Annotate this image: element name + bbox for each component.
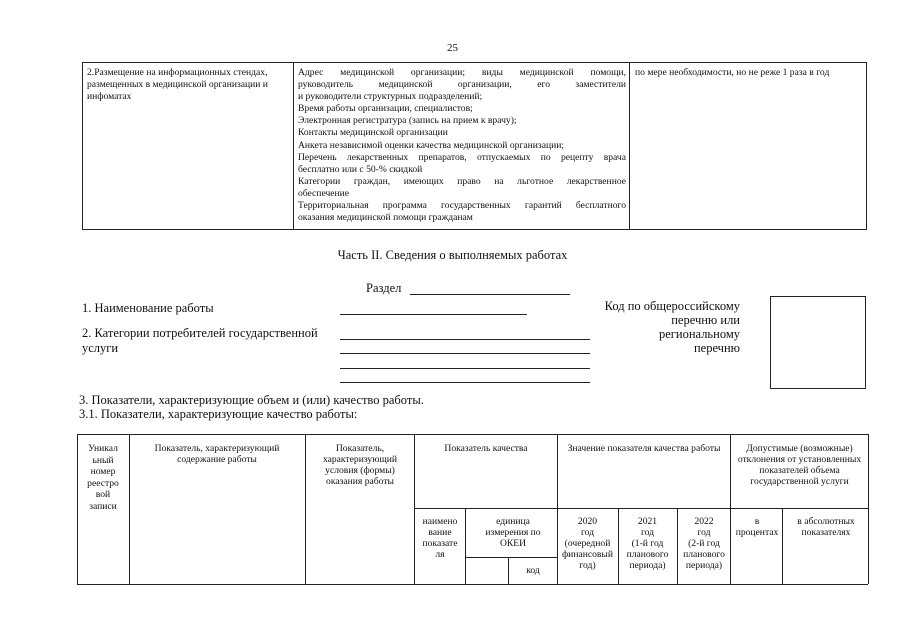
header-conditions-indicator: Показатель, характеризующий условия (формы) оказания работы (322, 443, 398, 487)
text-line: (2-й год (688, 538, 720, 549)
text-line: показате (422, 538, 458, 549)
text-line: ля (435, 549, 445, 560)
text-line: Уникал (88, 443, 118, 454)
text-line: 2022 (694, 516, 714, 527)
razdel-label: Раздел (366, 281, 402, 295)
part2-title: Часть II. Сведения о выполняемых работах (337, 248, 568, 262)
section31-title: 3.1. Показатели, характеризующие качество работы: (79, 407, 358, 421)
text-line: вание (428, 527, 452, 538)
text-line: год (640, 527, 655, 538)
consumer-categories-label: 2. Категории потребителей государственной услуги (82, 326, 318, 355)
text-line: финансовый (561, 549, 614, 560)
text-line: планового (626, 549, 669, 560)
text-line: (1-й год (631, 538, 664, 549)
registry-code-label (586, 299, 740, 355)
text-line: Перечень лекарственных препаратов, отпускаемых по рецепту врача (298, 151, 626, 163)
table-border (129, 434, 130, 584)
subheader-year-2022 (678, 516, 730, 571)
subheader-deviation-percent: в процентах (735, 516, 779, 538)
subheader-indicator-name (416, 516, 464, 560)
table-border (868, 434, 869, 584)
text-line: периода) (629, 560, 666, 571)
text-line: инфоматах (87, 91, 132, 103)
header-quality-indicator: Показатель качества (444, 443, 528, 454)
consumer-categories-input-line[interactable] (340, 382, 590, 383)
table-border (77, 434, 868, 435)
text-line: год (697, 527, 711, 538)
text-line: (очередной (564, 538, 611, 549)
quality-indicators-table (77, 434, 869, 584)
subheader-code: код (526, 565, 540, 576)
work-name-label: 1. Наименование работы (82, 301, 214, 315)
text-line: год) (579, 560, 596, 571)
text-line: бесплатно или с 50-% скидкой (298, 163, 423, 175)
text-line: обеспечение (298, 187, 350, 199)
text-line: региональному (658, 327, 740, 341)
table-border (465, 557, 557, 558)
consumer-categories-input-line[interactable] (340, 368, 590, 369)
text-line: 2020 (577, 516, 598, 527)
header-allowed-deviation: Допустимые (возможные) отклонения от установленных показателей объема государственной услуги (737, 443, 862, 487)
text-line: Адрес медицинской организации; виды медицинской помощи, (298, 67, 626, 78)
text-line: Электронная регистратура (запись на прием к врачу); (298, 115, 517, 127)
table-border (305, 434, 306, 584)
consumer-categories-input-line[interactable] (340, 339, 590, 340)
text-line: записи (89, 500, 117, 512)
table-border (465, 508, 466, 584)
page-number: 25 (447, 42, 458, 54)
text-line: вой (95, 489, 111, 500)
header-unique-number (79, 443, 127, 512)
section3-title: 3. Показатели, характеризующие объем и (или) качество работы. (79, 393, 424, 407)
subheader-deviation-absolute: в абсолютных показателях (797, 516, 855, 538)
update-frequency-cell: по мере необходимости, но не реже 1 раза в год (635, 67, 830, 78)
info-placement-table (82, 62, 867, 230)
placement-content-cell (294, 63, 630, 229)
text-line: Категории граждан, имеющих право на льготное лекарственное (298, 175, 626, 187)
table-border (414, 434, 415, 584)
table-border (77, 584, 868, 585)
text-line: 2.Размещение на информационных стендах, (87, 67, 268, 78)
text-line: 2021 (637, 516, 658, 527)
text-line: ьный (92, 454, 114, 466)
text-line: и руководители структурных подразделений; (298, 91, 483, 103)
registry-code-box[interactable] (770, 296, 866, 389)
header-content-indicator: Показатель, характеризующий содержание работы (154, 443, 280, 465)
table-border (730, 434, 731, 584)
text-line: Код по общероссийскому (604, 299, 740, 313)
table-border (508, 557, 509, 584)
subheader-year-2021 (619, 516, 676, 571)
text-line: Анкета независимой оценки качества медицинской организации; (298, 139, 565, 151)
consumer-categories-input-line[interactable] (340, 353, 590, 354)
text-line: перечню (693, 341, 740, 355)
text-line: год (580, 527, 595, 538)
placement-method-cell (83, 63, 294, 229)
text-line: оказания медицинской помощи гражданам (298, 212, 473, 224)
text-line: перечню или (671, 313, 740, 327)
text-line: руководитель медицинской организации, его заместители (298, 79, 626, 91)
header-quality-value: Значение показателя качества работы (567, 443, 721, 454)
subheader-okei-unit: единица измерения по ОКЕИ (485, 516, 541, 549)
table-border (77, 434, 78, 584)
text-line: наимено (422, 516, 458, 527)
text-line: размещенных в медицинской организации и (87, 79, 268, 91)
text-line: номер (90, 466, 116, 477)
text-line: реестро (87, 477, 119, 489)
text-line: Время работы организации, специалистов; (298, 103, 473, 115)
text-line: Территориальная программа государственных гарантий бесплатного (298, 200, 626, 212)
razdel-input-line[interactable] (410, 294, 570, 295)
subheader-year-2020 (558, 516, 617, 571)
text-line: Контакты медицинской организации (298, 127, 448, 139)
work-name-input-line[interactable] (340, 314, 527, 315)
text-line: периода) (685, 560, 723, 571)
table-border (414, 508, 868, 509)
table-border (782, 508, 783, 584)
text-line: планового (683, 549, 725, 560)
